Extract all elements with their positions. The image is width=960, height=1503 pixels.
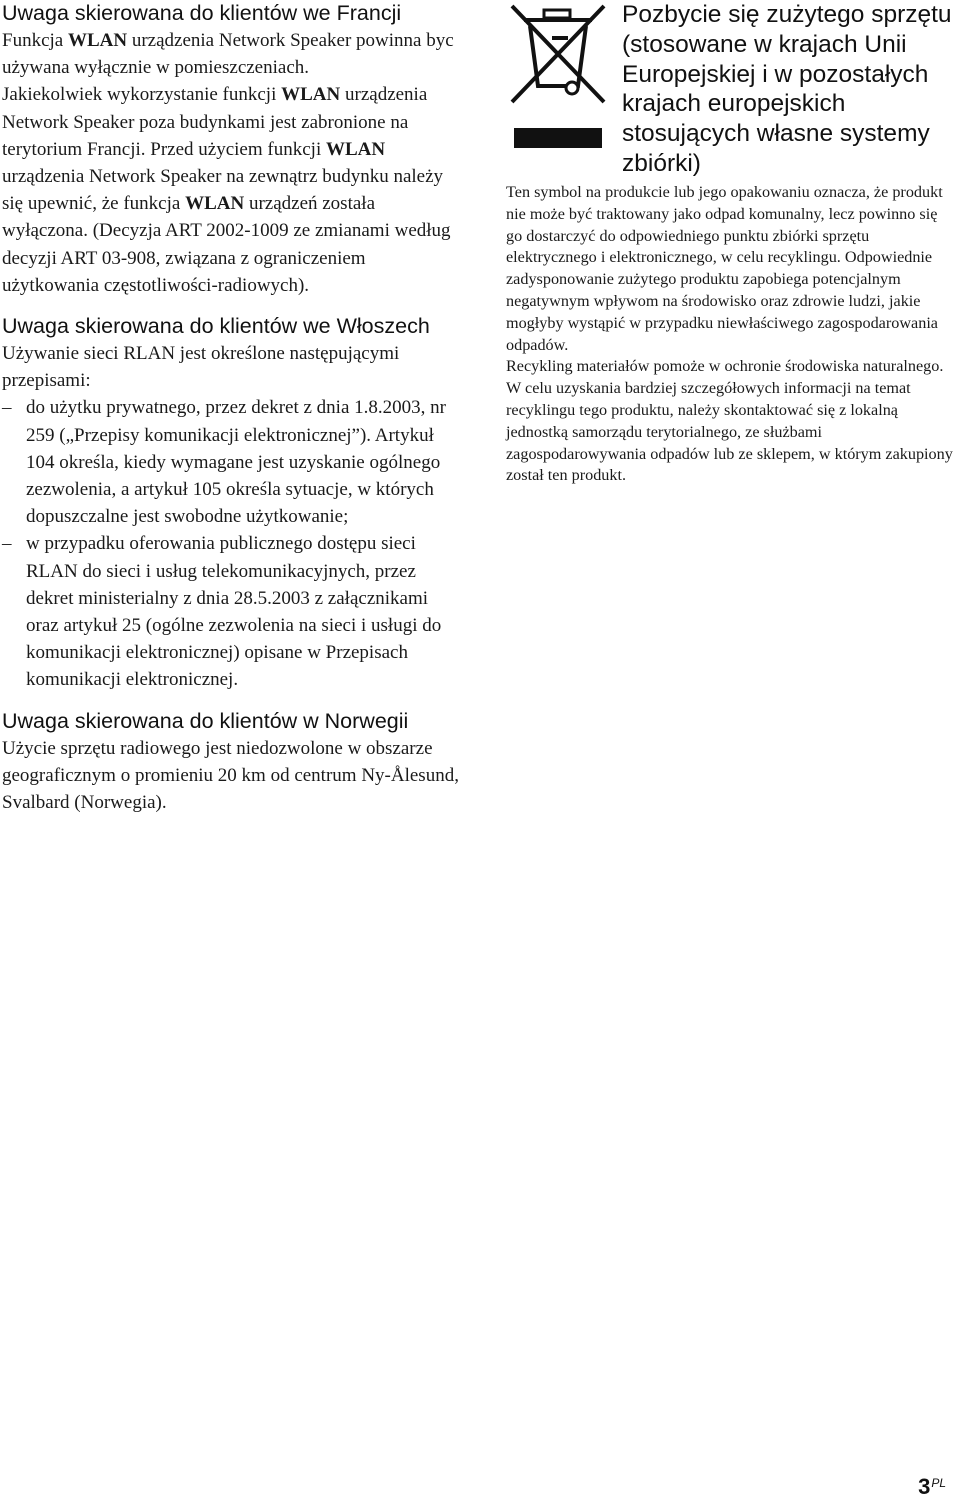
list-item-text: w przypadku oferowania publicznego dostępu sieci RLAN do sieci i usług telekomunikacyjnych, przez dekret ministerialny z dnia 28.5.2003 z załącznikami oraz artykuł 25 (ogólne zezwolenia na sieci i usługi do komunikacji elektronicznej) opisane w Przepisach komunikacji elektronicznej. bbox=[26, 533, 442, 691]
heading-disposal: Pozbycie się zużytego sprzętu (stosowane w krajach Unii Europejskiej i w pozostałych krajach europejskich stosujących własne systemy zbiórki) bbox=[622, 1, 952, 177]
disposal-text-1: Ten symbol na produkcie lub jego opakowaniu oznacza, że produkt nie może być traktowany jako odpad komunalny, lecz powinno się go dostarczyć do odpowiedniego punktu zbiórki sprzętu elektrycznego i elektronicznego, w celu recyklingu. bbox=[506, 183, 943, 267]
list-item-text: do użytku prywatnego, przez dekret z dnia 1.8.2003, nr 259 („Przepisy komunikacji elektronicznej”). Artykuł 104 określa, kiedy wymagane jest uzyskanie ogólnego zezwolenia, a artykuł 105 określa sytuacje, w których dopuszczalne jest swobodne użytkowanie; bbox=[26, 397, 446, 528]
france-paragraph-3: Przed użyciem funkcji WLAN urządzenia Network Speaker na zewnątrz budynku należy się upewnić, że funkcja WLAN urządzeń została wyłączona. bbox=[2, 138, 444, 242]
section-italy bbox=[2, 313, 460, 694]
italy-intro: Używanie sieci RLAN jest określone następującymi przepisami: bbox=[2, 343, 400, 392]
list-item bbox=[2, 530, 460, 693]
list-item bbox=[2, 394, 460, 530]
france-paragraph-1: Funkcja WLAN urządzenia Network Speaker powinna byc używana wyłącznie w pomieszczeniach. bbox=[2, 30, 454, 79]
page-number bbox=[918, 1474, 946, 1500]
disposal-text-2: Odpowiednie zadysponowanie zużytego produktu zapobiega potencjalnym negatywnym wpływom na środowisko oraz zdrowie ludzi, jakie mogłyby wystąpić w przypadku niewłaściwego zagospodarowania odpadów. bbox=[506, 248, 938, 354]
left-column bbox=[2, 0, 460, 830]
section-france bbox=[2, 0, 460, 299]
heading-italy: Uwaga skierowana do klientów we Włoszech bbox=[2, 314, 430, 339]
france-paragraph-2: Jakiekolwiek wykorzystanie funkcji WLAN urządzenia Network Speaker poza budynkami jest zabronione na terytorium Francji. bbox=[2, 84, 428, 160]
norway-paragraph: Użycie sprzętu radiowego jest niedozwolone w obszarze geograficznym o promieniu 20 km od centrum Ny-Ålesund, Svalbard (Norwegia). bbox=[2, 737, 459, 814]
disposal-paragraph-3: Recykling materiałów pomoże w ochronie środowiska naturalnego. bbox=[506, 357, 944, 376]
crossed-out-wheeled-bin-icon bbox=[506, 0, 610, 160]
section-norway bbox=[2, 708, 460, 817]
heading-norway: Uwaga skierowana do klientów w Norwegii bbox=[2, 708, 409, 733]
heading-france: Uwaga skierowana do klientów we Francji bbox=[2, 1, 402, 25]
disposal-paragraph-1 bbox=[506, 182, 956, 356]
france-paragraph-4: (Decyzja ART 2002-1009 ze zmianami według decyzji ART 03-908, związana z ograniczeniem użytkowania częstotliwości-radiowych). bbox=[2, 220, 451, 296]
page-number-value: 3 bbox=[918, 1474, 931, 1499]
france-text bbox=[2, 27, 460, 299]
disposal-body bbox=[506, 182, 956, 487]
dash-bullet: – bbox=[2, 533, 12, 555]
italy-regulations-list bbox=[2, 394, 460, 693]
dash-bullet: – bbox=[2, 397, 12, 419]
page-language-suffix: PL bbox=[931, 1476, 946, 1490]
disposal-paragraph-4: W celu uzyskania bardziej szczegółowych informacji na temat recyklingu tego produktu, należy skontaktować się z lokalną jednostką samorządu terytorialnego, ze służbami zagospodarowywania odpadów lub ze sklepem, w którym zakupiony został ten produkt. bbox=[506, 379, 953, 485]
